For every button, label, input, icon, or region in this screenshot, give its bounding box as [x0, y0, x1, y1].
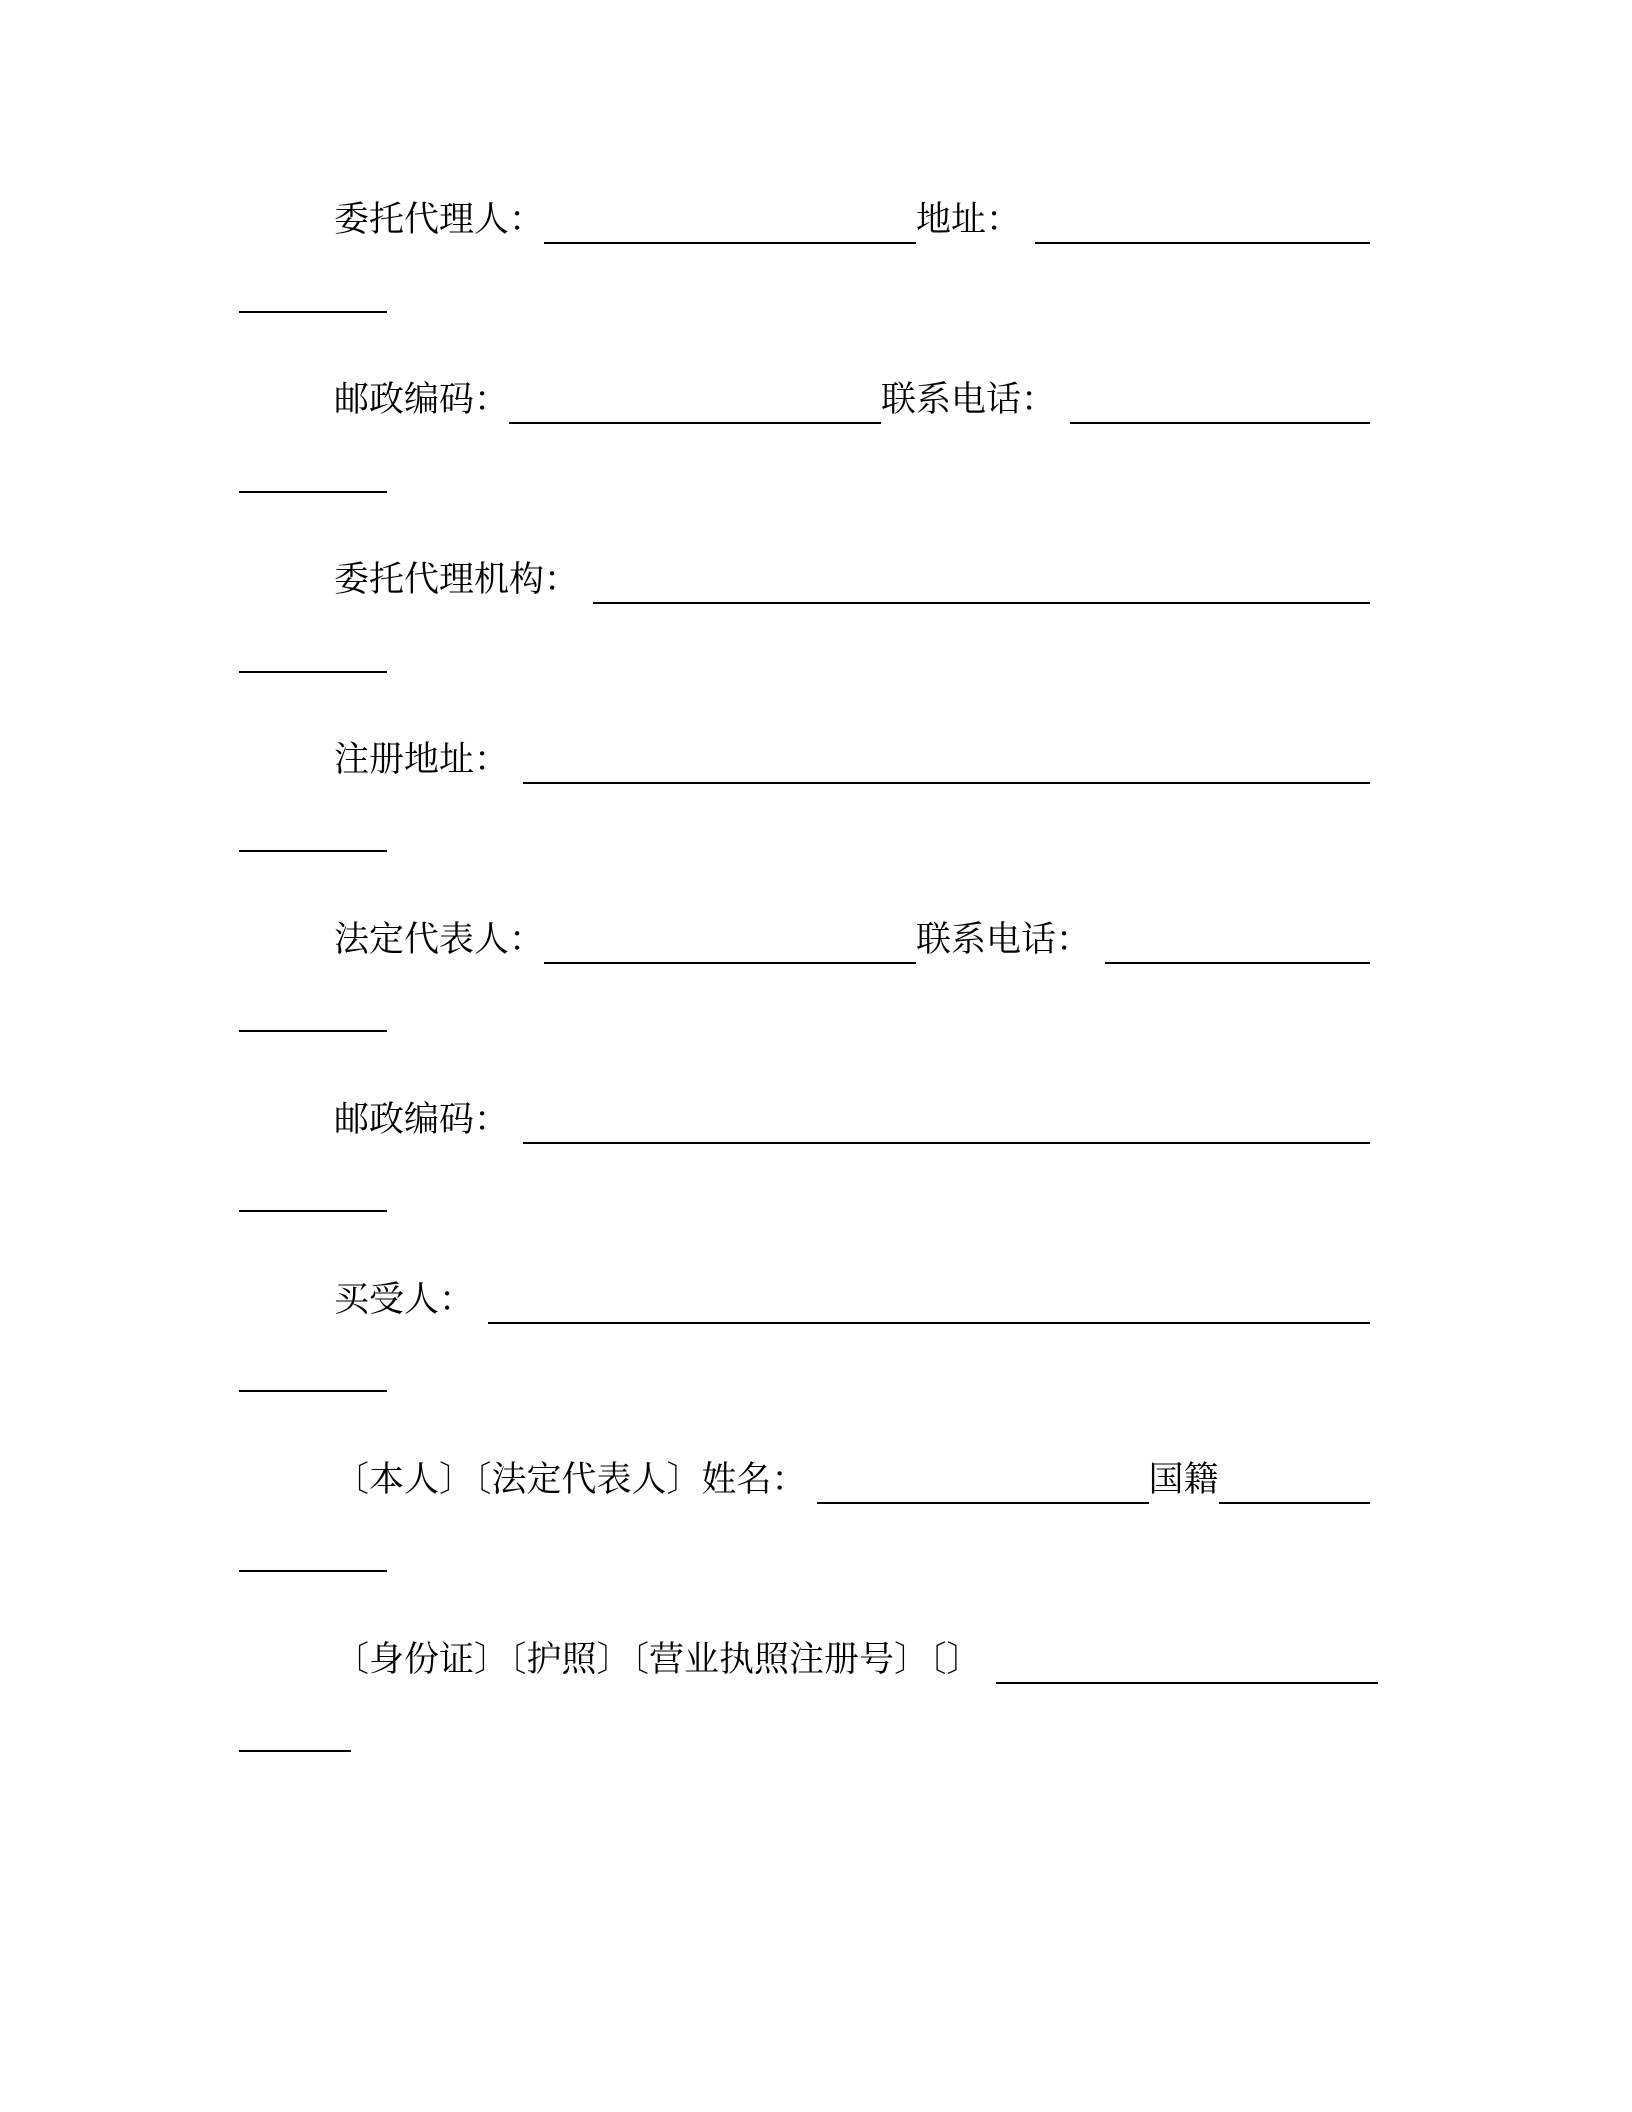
legal-rep-row	[334, 912, 1370, 964]
documents-label: 〔身份证〕〔护照〕〔营业执照注册号〕〔〕	[334, 1640, 982, 1680]
legal-rep-blank[interactable]	[544, 962, 916, 964]
nationality-label: 国籍	[1148, 1460, 1219, 1500]
identity-name-blank[interactable]	[817, 1502, 1149, 1504]
legal-rep-phone-continuation[interactable]	[239, 1030, 387, 1032]
agent-row	[334, 192, 1370, 244]
agency-row	[334, 552, 1370, 604]
agent-address-continuation[interactable]	[239, 311, 387, 313]
agent-contact-row	[334, 372, 1370, 424]
agent-phone-blank[interactable]	[1070, 422, 1370, 424]
registered-address-label: 注册地址：	[334, 740, 510, 780]
nationality-blank[interactable]	[1219, 1502, 1370, 1504]
legal-rep-label: 法定代表人：	[334, 920, 545, 960]
documents-row	[334, 1632, 1378, 1684]
buyer-label: 买受人：	[334, 1280, 475, 1320]
agency-continuation[interactable]	[239, 671, 387, 673]
buyer-row	[334, 1272, 1370, 1324]
agent-phone-continuation[interactable]	[239, 491, 387, 493]
legal-rep-phone-blank[interactable]	[1105, 962, 1370, 964]
registered-address-continuation[interactable]	[239, 850, 387, 852]
postcode2-label: 邮政编码：	[334, 1100, 510, 1140]
agent-postcode-blank[interactable]	[509, 422, 881, 424]
postcode2-row	[334, 1092, 1370, 1144]
agent-phone-label: 联系电话：	[881, 380, 1057, 420]
postcode2-blank[interactable]	[523, 1142, 1370, 1144]
buyer-continuation[interactable]	[239, 1390, 387, 1392]
agent-blank[interactable]	[544, 242, 916, 244]
registered-address-row	[334, 732, 1370, 784]
agent-address-blank[interactable]	[1035, 242, 1370, 244]
buyer-blank[interactable]	[488, 1322, 1370, 1324]
agency-label: 委托代理机构：	[334, 560, 580, 600]
documents-blank[interactable]	[996, 1682, 1378, 1684]
identity-label: 〔本人〕〔法定代表人〕姓名：	[334, 1460, 807, 1500]
agent-address-label: 地址：	[916, 200, 1022, 240]
documents-continuation[interactable]	[239, 1750, 351, 1752]
nationality-continuation[interactable]	[239, 1570, 387, 1572]
identity-row	[334, 1452, 1370, 1504]
registered-address-blank[interactable]	[523, 782, 1370, 784]
agent-postcode-label: 邮政编码：	[334, 380, 510, 420]
agent-label: 委托代理人：	[334, 200, 545, 240]
legal-rep-phone-label: 联系电话：	[916, 920, 1092, 960]
postcode2-continuation[interactable]	[239, 1210, 387, 1212]
agency-blank[interactable]	[593, 602, 1370, 604]
